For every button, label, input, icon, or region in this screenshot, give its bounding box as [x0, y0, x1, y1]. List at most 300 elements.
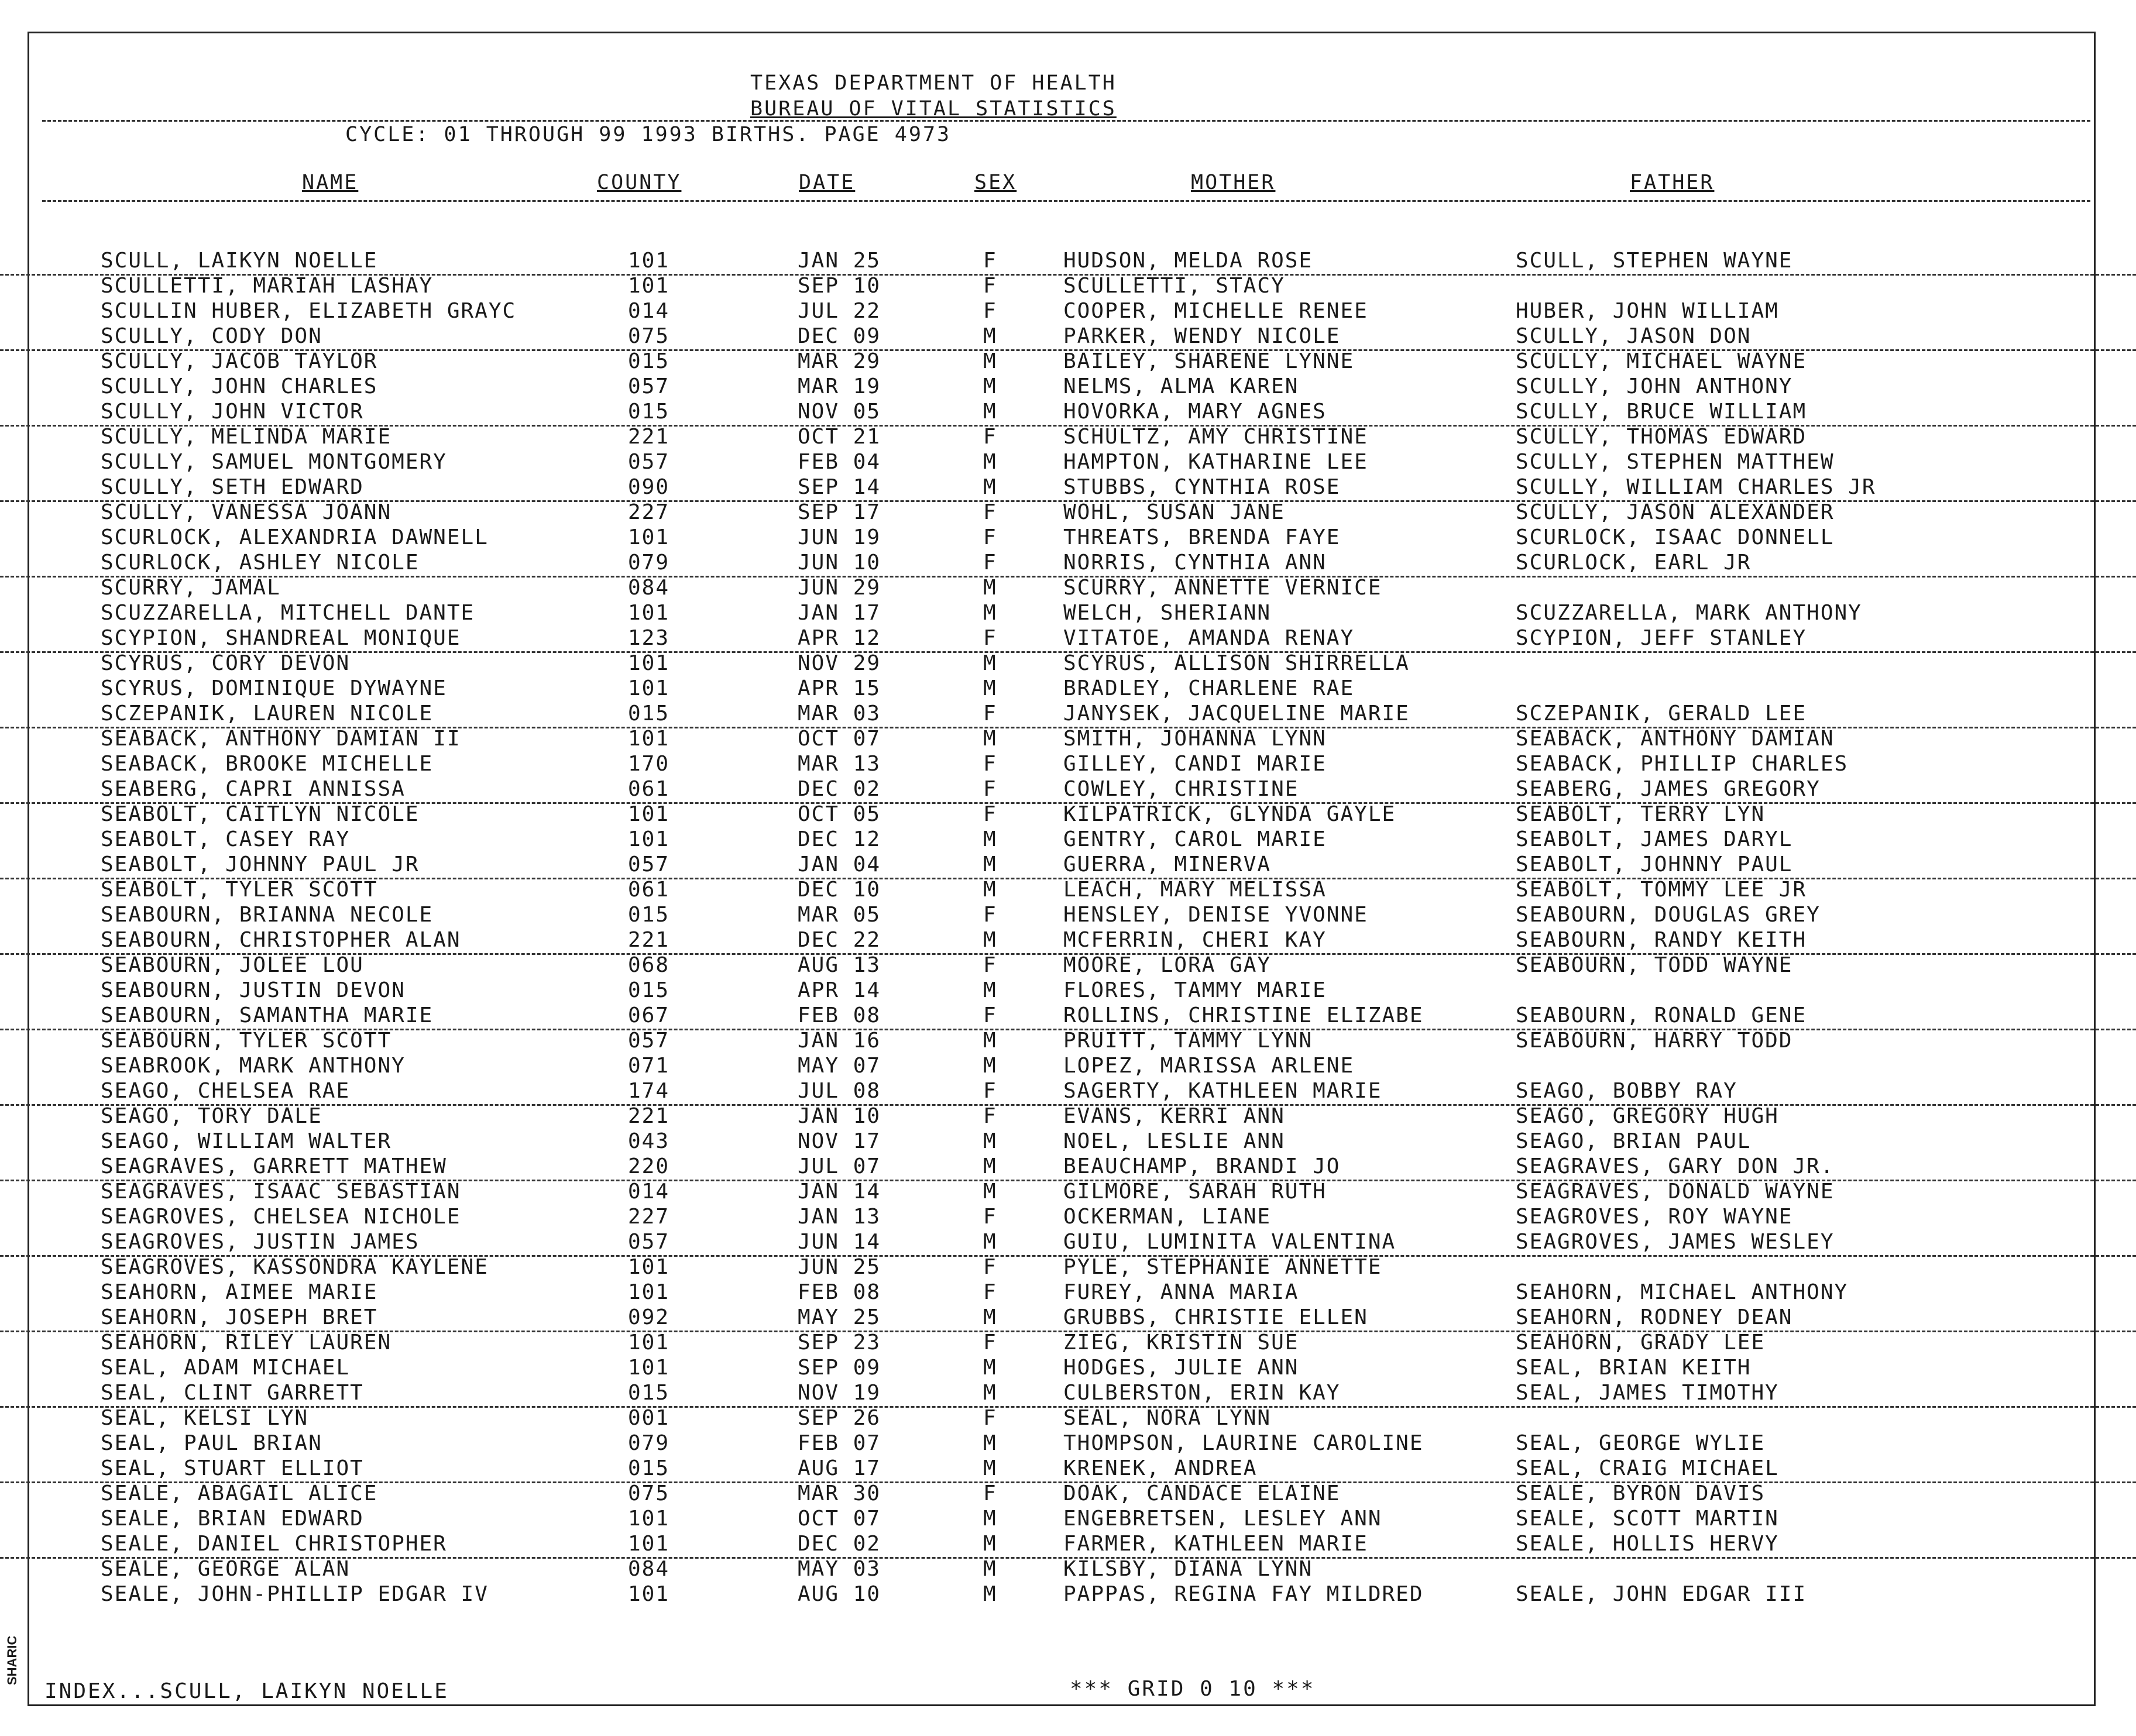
record-mother: GUIU, LUMINITA VALENTINA [1063, 1230, 1396, 1254]
record-sex: M [983, 978, 997, 1002]
record-name: SCULL, LAIKYN NOELLE [101, 249, 378, 273]
record-date: JAN 14 [798, 1180, 881, 1204]
record-sex: F [983, 626, 997, 650]
record-name: SEAGROVES, CHELSEA NICHOLE [101, 1205, 461, 1229]
table-row [0, 1356, 2136, 1381]
record-mother: WELCH, SHERIANN [1063, 601, 1272, 625]
record-mother: PYLE, STEPHANIE ANNETTE [1063, 1255, 1382, 1279]
record-mother: LEACH, MARY MELISSA [1063, 878, 1327, 902]
record-father: SEABACK, PHILLIP CHARLES [1516, 752, 1849, 776]
record-sex: F [983, 274, 997, 298]
record-date: JAN 13 [798, 1205, 881, 1229]
record-mother: NORRIS, CYNTHIA ANN [1063, 551, 1327, 575]
record-county: 067 [628, 1003, 670, 1027]
record-mother: GILLEY, CANDI MARIE [1063, 752, 1327, 776]
record-father: SEAL, CRAIG MICHAEL [1516, 1456, 1779, 1480]
table-row [0, 626, 2136, 653]
record-sex: M [983, 324, 997, 348]
record-mother: NELMS, ALMA KAREN [1063, 374, 1299, 398]
record-father: SEAGRAVES, GARY DON JR. [1516, 1154, 1835, 1178]
record-county: 079 [628, 1431, 670, 1455]
table-row [0, 1230, 2136, 1257]
record-name: SEAHORN, JOSEPH BRET [101, 1305, 378, 1329]
record-county: 174 [628, 1079, 670, 1103]
record-mother: GRUBBS, CHRISTIE ELLEN [1063, 1305, 1368, 1329]
record-date: FEB 08 [798, 1003, 881, 1027]
record-name: SEABACK, ANTHONY DAMIAN II [101, 727, 461, 751]
record-sex: M [983, 1029, 997, 1053]
column-header-father: FATHER [1630, 171, 1715, 194]
record-father: SEAL, GEORGE WYLIE [1516, 1431, 1766, 1455]
record-sex: M [983, 1154, 997, 1178]
record-date: JUN 25 [798, 1255, 881, 1279]
record-mother: HOVORKA, MARY AGNES [1063, 400, 1327, 424]
record-date: AUG 17 [798, 1456, 881, 1480]
record-sex: M [983, 601, 997, 625]
record-date: OCT 05 [798, 802, 881, 826]
grid-footer: *** GRID 0 10 *** [1070, 1677, 1316, 1701]
table-row [0, 425, 2136, 450]
table-row [0, 374, 2136, 400]
record-date: DEC 22 [798, 928, 881, 952]
record-mother: SCYRUS, ALLISON SHIRRELLA [1063, 651, 1410, 675]
record-father: SEAHORN, GRADY LEE [1516, 1331, 1766, 1355]
record-father: SCULLY, THOMAS EDWARD [1516, 425, 1807, 449]
record-mother: SAGERTY, KATHLEEN MARIE [1063, 1079, 1382, 1103]
record-county: 221 [628, 1104, 670, 1128]
record-mother: HENSLEY, DENISE YVONNE [1063, 903, 1368, 927]
table-row [0, 1205, 2136, 1230]
record-sex: M [983, 1582, 997, 1606]
record-sex: M [983, 475, 997, 499]
record-mother: GILMORE, SARAH RUTH [1063, 1180, 1327, 1204]
record-sex: F [983, 551, 997, 575]
record-date: JUL 22 [798, 299, 881, 323]
record-name: SEAHORN, RILEY LAUREN [101, 1331, 392, 1355]
record-father: SEAL, JAMES TIMOTHY [1516, 1381, 1779, 1405]
table-row [0, 349, 2136, 374]
record-mother: COOPER, MICHELLE RENEE [1063, 299, 1368, 323]
record-name: SCUZZARELLA, MITCHELL DANTE [101, 601, 475, 625]
record-name: SEALE, BRIAN EDWARD [101, 1507, 364, 1531]
record-mother: ZIEG, KRISTIN SUE [1063, 1331, 1299, 1355]
record-county: 101 [628, 249, 670, 273]
table-row [0, 450, 2136, 475]
record-date: SEP 26 [798, 1406, 881, 1430]
record-mother: THOMPSON, LAURINE CAROLINE [1063, 1431, 1424, 1455]
column-header-date: DATE [799, 171, 856, 194]
record-mother: KILPATRICK, GLYNDA GAYLE [1063, 802, 1396, 826]
record-name: SCULLY, SETH EDWARD [101, 475, 364, 499]
table-row [0, 1532, 2136, 1559]
record-mother: BEAUCHAMP, BRANDI JO [1063, 1154, 1341, 1178]
record-date: AUG 10 [798, 1582, 881, 1606]
table-row [0, 1280, 2136, 1305]
record-sex: F [983, 1205, 997, 1229]
cycle-line: CYCLE: 01 THROUGH 99 1993 BIRTHS. PAGE 4973 [345, 123, 952, 146]
record-name: SEABROOK, MARK ANTHONY [101, 1054, 406, 1078]
record-county: 227 [628, 500, 670, 524]
record-father: SCULLY, WILLIAM CHARLES JR [1516, 475, 1876, 499]
record-name: SEAL, KELSI LYN [101, 1406, 309, 1430]
table-row [0, 475, 2136, 502]
record-father: SEABOURN, TODD WAYNE [1516, 953, 1793, 977]
record-date: JUN 19 [798, 525, 881, 549]
record-sex: M [983, 1557, 997, 1581]
record-name: SEAL, PAUL BRIAN [101, 1431, 322, 1455]
record-father: SEAGO, BRIAN PAUL [1516, 1129, 1752, 1153]
record-mother: PRUITT, TAMMY LYNN [1063, 1029, 1313, 1053]
record-date: MAY 07 [798, 1054, 881, 1078]
record-date: MAR 03 [798, 702, 881, 726]
record-sex: M [983, 374, 997, 398]
record-mother: LOPEZ, MARISSA ARLENE [1063, 1054, 1355, 1078]
table-row [0, 1255, 2136, 1280]
table-row [0, 299, 2136, 324]
record-county: 015 [628, 978, 670, 1002]
record-name: SEAGRAVES, GARRETT MATHEW [101, 1154, 447, 1178]
record-county: 101 [628, 1331, 670, 1355]
table-row [0, 1557, 2136, 1582]
table-row [0, 651, 2136, 676]
record-county: 101 [628, 525, 670, 549]
table-row [0, 903, 2136, 928]
record-county: 061 [628, 878, 670, 902]
record-father: SEAGO, BOBBY RAY [1516, 1079, 1737, 1103]
record-county: 101 [628, 1356, 670, 1380]
header-rule-2 [42, 200, 2090, 202]
record-sex: M [983, 878, 997, 902]
record-county: 043 [628, 1129, 670, 1153]
record-county: 015 [628, 1456, 670, 1480]
record-sex: M [983, 1507, 997, 1531]
record-name: SEABOURN, BRIANNA NECOLE [101, 903, 434, 927]
table-row [0, 928, 2136, 955]
record-father: SCULLY, BRUCE WILLIAM [1516, 400, 1807, 424]
record-county: 057 [628, 1230, 670, 1254]
record-county: 061 [628, 777, 670, 801]
record-sex: F [983, 777, 997, 801]
record-date: JUL 08 [798, 1079, 881, 1103]
record-name: SCURLOCK, ASHLEY NICOLE [101, 551, 420, 575]
record-county: 101 [628, 676, 670, 700]
record-father: SCYPION, JEFF STANLEY [1516, 626, 1807, 650]
record-date: JUL 07 [798, 1154, 881, 1178]
header-rule-1 [42, 120, 2090, 122]
record-name: SEABOURN, JOLEE LOU [101, 953, 364, 977]
record-mother: STUBBS, CYNTHIA ROSE [1063, 475, 1341, 499]
record-date: DEC 10 [798, 878, 881, 902]
record-mother: GENTRY, CAROL MARIE [1063, 827, 1327, 851]
record-father: SEAHORN, MICHAEL ANTHONY [1516, 1280, 1849, 1304]
record-mother: OCKERMAN, LIANE [1063, 1205, 1272, 1229]
table-row [0, 727, 2136, 752]
record-date: DEC 09 [798, 324, 881, 348]
record-sex: M [983, 1431, 997, 1455]
table-row [0, 1582, 2136, 1607]
record-father: SEAGRAVES, DONALD WAYNE [1516, 1180, 1835, 1204]
table-row [0, 576, 2136, 601]
record-date: MAR 19 [798, 374, 881, 398]
record-date: FEB 07 [798, 1431, 881, 1455]
record-sex: M [983, 1054, 997, 1078]
record-mother: BAILEY, SHARENE LYNNE [1063, 349, 1355, 373]
record-sex: F [983, 249, 997, 273]
record-sex: M [983, 1532, 997, 1556]
record-mother: WOHL, SUSAN JANE [1063, 500, 1285, 524]
record-county: 057 [628, 1029, 670, 1053]
record-sex: F [983, 1079, 997, 1103]
table-row [0, 1154, 2136, 1181]
record-county: 101 [628, 1280, 670, 1304]
record-mother: VITATOE, AMANDA RENAY [1063, 626, 1355, 650]
table-row [0, 500, 2136, 525]
record-sex: F [983, 1481, 997, 1505]
record-name: SEABERG, CAPRI ANNISSA [101, 777, 406, 801]
record-county: 101 [628, 1507, 670, 1531]
record-sex: M [983, 852, 997, 876]
record-county: 071 [628, 1054, 670, 1078]
record-father: SCURLOCK, EARL JR [1516, 551, 1752, 575]
record-name: SEABOLT, CASEY RAY [101, 827, 351, 851]
record-mother: HUDSON, MELDA ROSE [1063, 249, 1313, 273]
record-father: SEABOURN, RANDY KEITH [1516, 928, 1807, 952]
table-row [0, 953, 2136, 978]
record-county: 084 [628, 1557, 670, 1581]
record-name: SEALE, GEORGE ALAN [101, 1557, 351, 1581]
table-row [0, 777, 2136, 804]
table-row [0, 1305, 2136, 1332]
record-father: SCULLY, JOHN ANTHONY [1516, 374, 1793, 398]
record-date: APR 14 [798, 978, 881, 1002]
record-mother: KRENEK, ANDREA [1063, 1456, 1258, 1480]
record-father: SCUZZARELLA, MARK ANTHONY [1516, 601, 1862, 625]
record-date: MAR 30 [798, 1481, 881, 1505]
table-row [0, 1456, 2136, 1483]
record-sex: F [983, 1003, 997, 1027]
record-date: OCT 21 [798, 425, 881, 449]
record-county: 015 [628, 702, 670, 726]
record-date: MAY 03 [798, 1557, 881, 1581]
record-name: SEAGROVES, JUSTIN JAMES [101, 1230, 420, 1254]
table-row [0, 1381, 2136, 1408]
record-sex: F [983, 1280, 997, 1304]
record-name: SEABOURN, CHRISTOPHER ALAN [101, 928, 461, 952]
record-mother: NOEL, LESLIE ANN [1063, 1129, 1285, 1153]
record-date: MAR 05 [798, 903, 881, 927]
record-date: OCT 07 [798, 1507, 881, 1531]
record-mother: FUREY, ANNA MARIA [1063, 1280, 1299, 1304]
record-father: SEAGROVES, JAMES WESLEY [1516, 1230, 1835, 1254]
table-row [0, 702, 2136, 728]
record-sex: F [983, 1255, 997, 1279]
record-sex: M [983, 450, 997, 474]
table-row [0, 1129, 2136, 1154]
record-date: DEC 02 [798, 777, 881, 801]
table-row [0, 525, 2136, 551]
table-row [0, 1104, 2136, 1129]
record-name: SEABOURN, TYLER SCOTT [101, 1029, 392, 1053]
record-date: SEP 09 [798, 1356, 881, 1380]
record-sex: M [983, 349, 997, 373]
record-name: SCULLY, MELINDA MARIE [101, 425, 392, 449]
record-name: SCULLY, SAMUEL MONTGOMERY [101, 450, 447, 474]
record-sex: M [983, 928, 997, 952]
record-county: 101 [628, 274, 670, 298]
record-county: 090 [628, 475, 670, 499]
record-date: SEP 17 [798, 500, 881, 524]
record-name: SEALE, JOHN-PHILLIP EDGAR IV [101, 1582, 489, 1606]
record-name: SEAGROVES, KASSONDRA KAYLENE [101, 1255, 489, 1279]
record-father: SEALE, BYRON DAVIS [1516, 1481, 1766, 1505]
record-father: SEABOURN, DOUGLAS GREY [1516, 903, 1821, 927]
table-row [0, 400, 2136, 427]
record-sex: F [983, 500, 997, 524]
record-county: 015 [628, 1381, 670, 1405]
record-mother: EVANS, KERRI ANN [1063, 1104, 1285, 1128]
record-sex: M [983, 576, 997, 600]
record-mother: PAPPAS, REGINA FAY MILDRED [1063, 1582, 1424, 1606]
table-row [0, 601, 2136, 626]
record-sex: M [983, 1305, 997, 1329]
table-row [0, 1003, 2136, 1030]
record-name: SEAGO, WILLIAM WALTER [101, 1129, 392, 1153]
record-name: SEABOLT, CAITLYN NICOLE [101, 802, 420, 826]
record-date: FEB 04 [798, 450, 881, 474]
record-father: HUBER, JOHN WILLIAM [1516, 299, 1779, 323]
record-date: JAN 16 [798, 1029, 881, 1053]
record-name: SEAHORN, AIMEE MARIE [101, 1280, 378, 1304]
table-row [0, 551, 2136, 577]
record-county: 057 [628, 374, 670, 398]
record-name: SEAGRAVES, ISAAC SEBASTIAN [101, 1180, 461, 1204]
record-father: SEABOLT, JAMES DARYL [1516, 827, 1793, 851]
record-name: SCULLY, JOHN CHARLES [101, 374, 378, 398]
table-row [0, 676, 2136, 702]
record-county: 075 [628, 324, 670, 348]
record-sex: M [983, 727, 997, 751]
table-row [0, 1180, 2136, 1205]
table-row [0, 827, 2136, 852]
record-name: SCZEPANIK, LAUREN NICOLE [101, 702, 434, 726]
record-date: JUN 10 [798, 551, 881, 575]
record-name: SCYRUS, CORY DEVON [101, 651, 351, 675]
record-sex: F [983, 425, 997, 449]
record-father: SEALE, SCOTT MARTIN [1516, 1507, 1779, 1531]
record-mother: THREATS, BRENDA FAYE [1063, 525, 1341, 549]
record-name: SEABOLT, TYLER SCOTT [101, 878, 378, 902]
record-county: 015 [628, 903, 670, 927]
record-date: APR 12 [798, 626, 881, 650]
record-father: SCULLY, JASON DON [1516, 324, 1752, 348]
record-sex: F [983, 802, 997, 826]
column-header-name: NAME [302, 171, 359, 194]
record-name: SEAL, CLINT GARRETT [101, 1381, 364, 1405]
record-county: 014 [628, 299, 670, 323]
record-county: 101 [628, 651, 670, 675]
record-mother: SEAL, NORA LYNN [1063, 1406, 1272, 1430]
record-date: MAR 13 [798, 752, 881, 776]
record-date: NOV 19 [798, 1381, 881, 1405]
record-county: 101 [628, 601, 670, 625]
record-name: SCYPION, SHANDREAL MONIQUE [101, 626, 461, 650]
table-row [0, 878, 2136, 903]
record-mother: SCHULTZ, AMY CHRISTINE [1063, 425, 1368, 449]
record-county: 015 [628, 400, 670, 424]
record-county: 101 [628, 1255, 670, 1279]
record-county: 170 [628, 752, 670, 776]
record-father: SEABOLT, JOHNNY PAUL [1516, 852, 1793, 876]
record-name: SCURRY, JAMAL [101, 576, 281, 600]
record-date: FEB 08 [798, 1280, 881, 1304]
column-header-sex: SEX [974, 171, 1017, 194]
record-name: SCULLY, JACOB TAYLOR [101, 349, 378, 373]
table-row [0, 1481, 2136, 1507]
table-row [0, 1431, 2136, 1456]
record-county: 068 [628, 953, 670, 977]
record-sex: F [983, 752, 997, 776]
record-father: SEABOURN, HARRY TODD [1516, 1029, 1793, 1053]
record-sex: F [983, 903, 997, 927]
record-name: SCULLIN HUBER, ELIZABETH GRAYC [101, 299, 517, 323]
record-father: SEABACK, ANTHONY DAMIAN [1516, 727, 1835, 751]
record-date: JAN 04 [798, 852, 881, 876]
record-father: SCULLY, JASON ALEXANDER [1516, 500, 1835, 524]
record-mother: BRADLEY, CHARLENE RAE [1063, 676, 1355, 700]
record-father: SEAL, BRIAN KEITH [1516, 1356, 1752, 1380]
record-mother: SCULLETTI, STACY [1063, 274, 1285, 298]
record-county: 123 [628, 626, 670, 650]
record-sex: F [983, 299, 997, 323]
record-name: SEABOLT, JOHNNY PAUL JR [101, 852, 420, 876]
department-title: TEXAS DEPARTMENT OF HEALTH [750, 71, 1117, 95]
table-row [0, 852, 2136, 879]
record-father: SEABOLT, TERRY LYN [1516, 802, 1766, 826]
record-county: 101 [628, 1582, 670, 1606]
record-mother: SCURRY, ANNETTE VERNICE [1063, 576, 1382, 600]
table-row [0, 1331, 2136, 1356]
record-mother: HAMPTON, KATHARINE LEE [1063, 450, 1368, 474]
record-father: SEABERG, JAMES GREGORY [1516, 777, 1821, 801]
record-name: SEALE, ABAGAIL ALICE [101, 1481, 378, 1505]
table-row [0, 802, 2136, 827]
record-date: NOV 17 [798, 1129, 881, 1153]
record-mother: MCFERRIN, CHERI KAY [1063, 928, 1327, 952]
record-father: SEALE, HOLLIS HERVY [1516, 1532, 1779, 1556]
table-row [0, 752, 2136, 777]
record-mother: DOAK, CANDACE ELAINE [1063, 1481, 1341, 1505]
record-county: 079 [628, 551, 670, 575]
record-county: 220 [628, 1154, 670, 1178]
table-row [0, 274, 2136, 299]
record-county: 084 [628, 576, 670, 600]
record-county: 101 [628, 727, 670, 751]
record-date: JAN 17 [798, 601, 881, 625]
record-mother: COWLEY, CHRISTINE [1063, 777, 1299, 801]
record-father: SEABOURN, RONALD GENE [1516, 1003, 1807, 1027]
table-row [0, 1507, 2136, 1532]
record-father: SEALE, JOHN EDGAR III [1516, 1582, 1807, 1606]
record-mother: HODGES, JULIE ANN [1063, 1356, 1299, 1380]
record-name: SCULLY, CODY DON [101, 324, 322, 348]
table-row [0, 249, 2136, 276]
record-sex: M [983, 1356, 997, 1380]
record-county: 057 [628, 450, 670, 474]
record-date: DEC 02 [798, 1532, 881, 1556]
record-sex: F [983, 953, 997, 977]
record-mother: PARKER, WENDY NICOLE [1063, 324, 1341, 348]
record-father: SEAGROVES, ROY WAYNE [1516, 1205, 1793, 1229]
